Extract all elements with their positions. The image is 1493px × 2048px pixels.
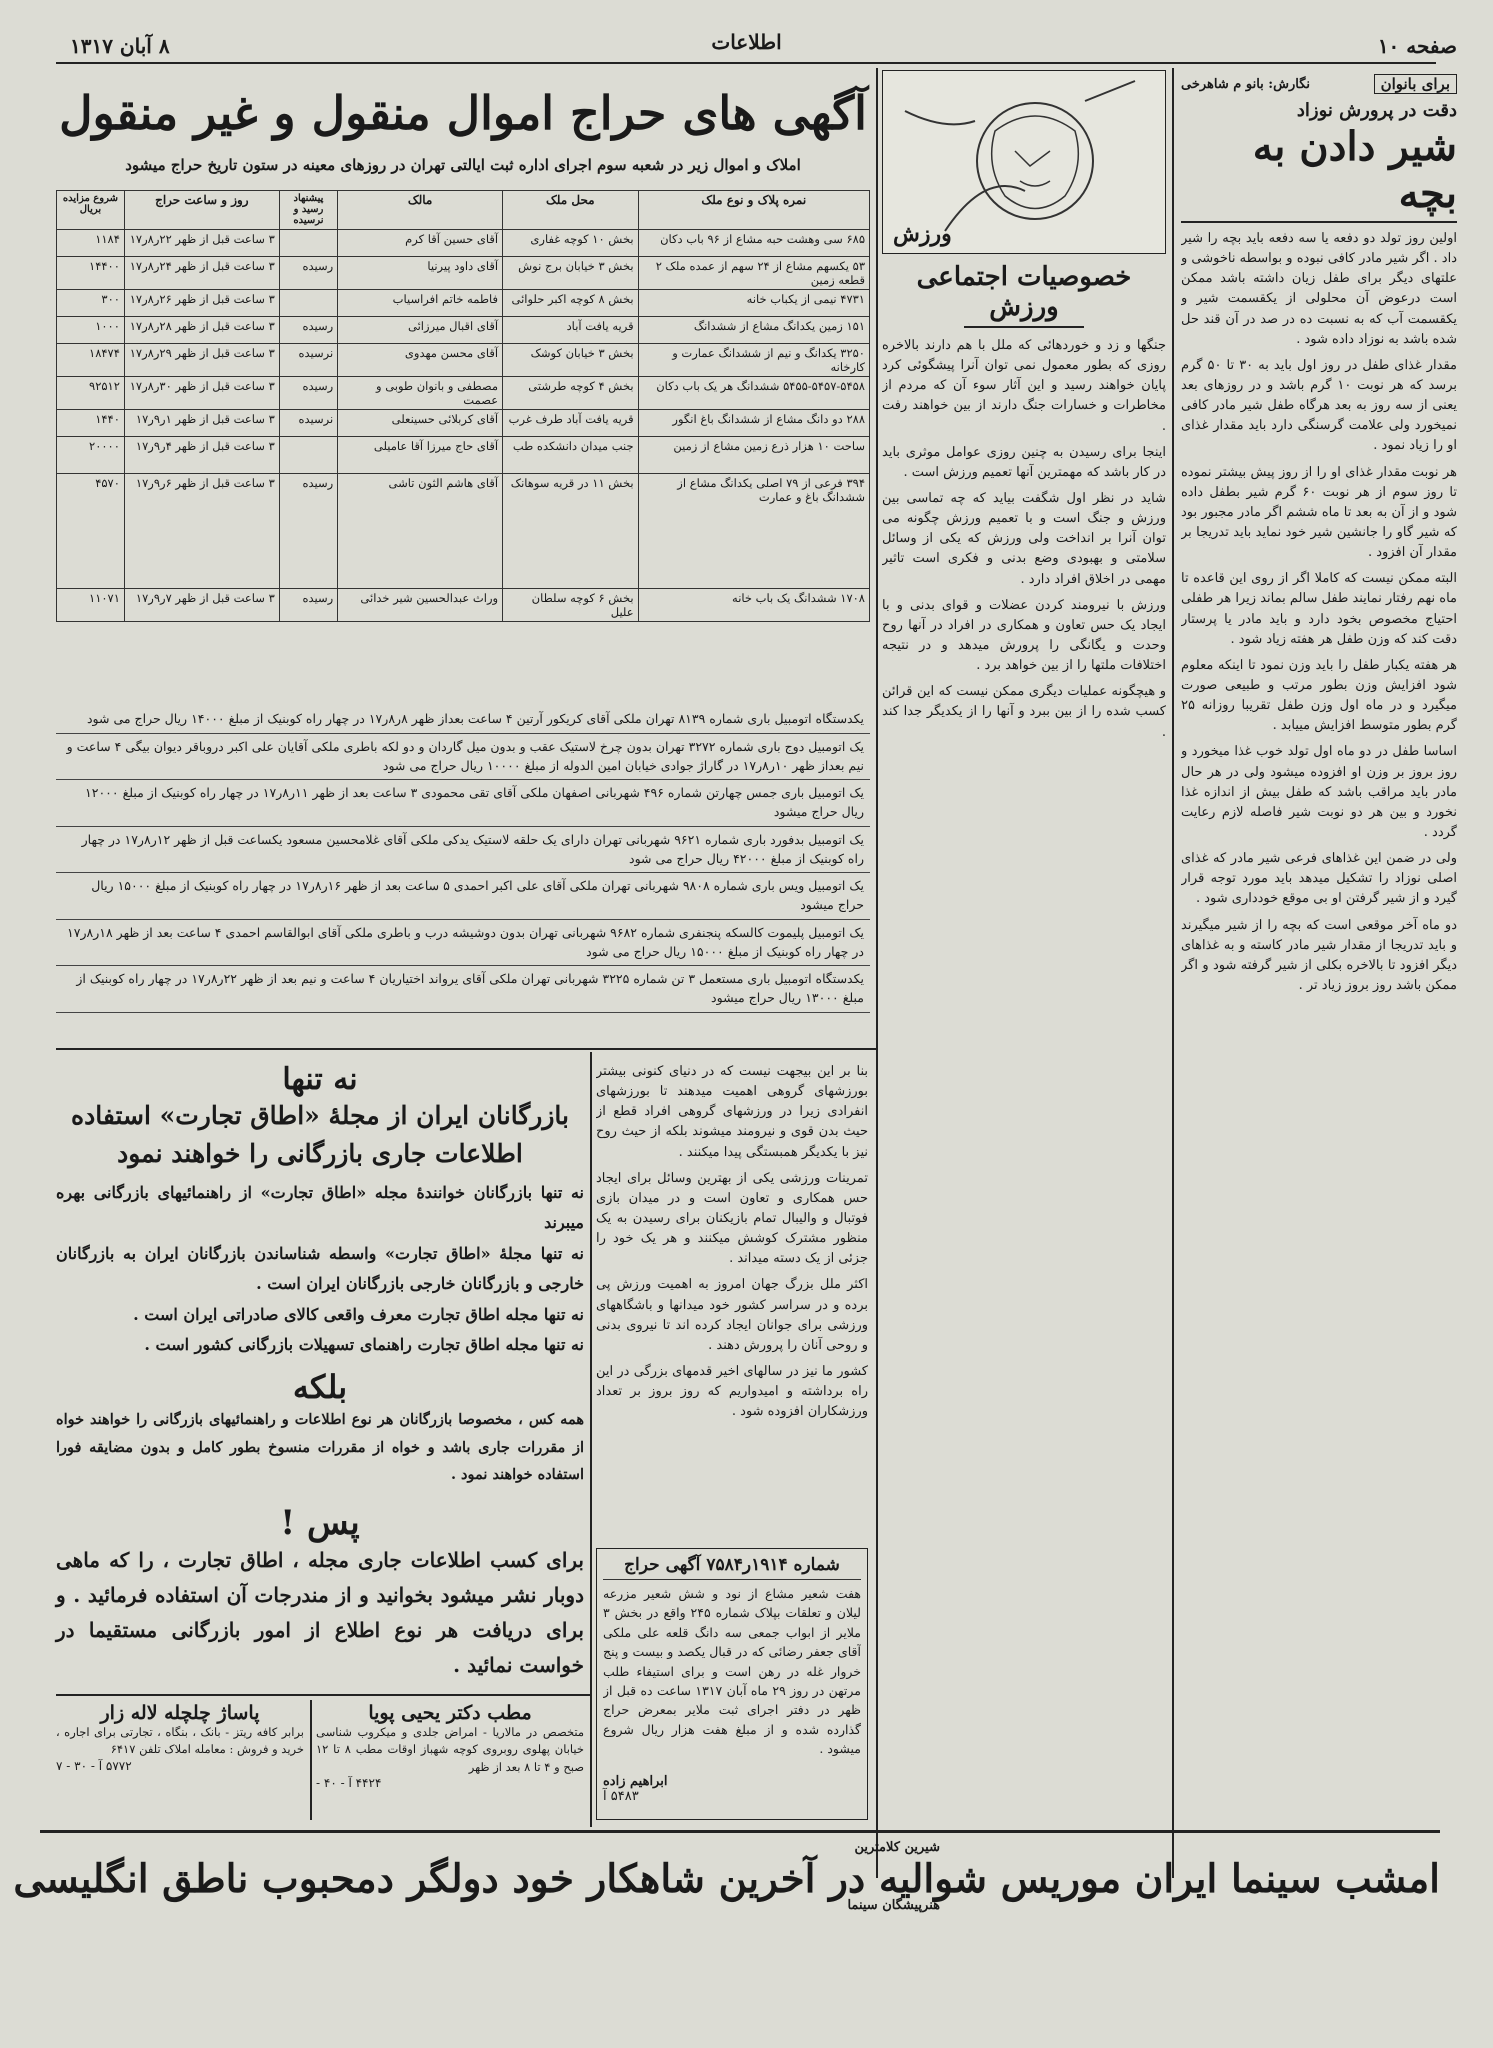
- vehicle-auction-item: یک اتومبیل پلیموت کالسکه پنجنفری شماره ۹۶۸۲ شهربانی تهران بدون دوشیشه درب و باطری ملکی آقای ابوالقاسم احمدی ۴ ساعت بعد از ظهر ۱۸ر۸ر۱۷ در چهار راه کوبنیک از مبلغ ۱۵۰۰۰ ریال حراج می شود: [56, 920, 870, 967]
- receipt-cell: [279, 230, 337, 257]
- col-location: محل ملک: [503, 191, 639, 230]
- auction-notice-box: [596, 1548, 868, 1820]
- receipt-cell: رسیده: [279, 474, 337, 589]
- vehicle-auction-item: یک اتومبیل ویس باری شماره ۹۸۰۸ شهربانی تهران ملکی آقای علی اکبر احمدی ۵ ساعت بعد از ظهر ۱۶ر۸ر۱۷ در چهار راه کوبنیک از مبلغ ۱۵۰۰۰ ریال حراج میشود: [56, 873, 870, 920]
- col-plate: نمره پلاک و نوع ملک: [638, 191, 869, 230]
- location-cell: بخش ۸ کوچه اکبر حلوائی: [503, 290, 639, 317]
- doctor-name: مطب دکتر یحیی پویا: [368, 1702, 532, 1724]
- receipt-cell: رسیده: [279, 377, 337, 410]
- auction-row: [57, 230, 870, 257]
- sport-lower-paragraph: بنا بر این بیجهت نیست که در دنیای کنونی بیشتر بورزشهای گروهی اهمیت میدهند تا بورزشهای انفرادی زیرا در ورزشهای گروهی افراد قطع از حیث بدن قوی و نیرومند میشوند بلکه از حیث روح نیز با یکدیگر همبستگی پیدا میکنند .: [596, 1064, 868, 1160]
- cinema-small-2: هنرپیشگان سینما: [847, 1898, 940, 1913]
- sport-continuation-a: [596, 1062, 868, 1542]
- sport-lower-paragraph: تمرینات ورزشی یکی از بهترین وسائل برای ایجاد حس همکاری و تعاون است و در میدان بازی فوتبال و والیبال تمام بازیکنان برای رسیدن به یک منظور مشترک کوشش میکنند و هر یک خود را جزئی از یک دسته میداند .: [596, 1170, 868, 1267]
- magazine-divider: [590, 1052, 592, 1827]
- plate-cell: ۵۴۵۵-۵۴۵۷-۵۴۵۸ ششدانگ هر یک باب دکان: [638, 377, 869, 410]
- vehicle-auctions: [56, 706, 870, 1013]
- women-paragraph: اساسا طفل در دو ماه اول تولد خوب غذا میخورد و روز بروز بر وزن او افزوده میشود ولی در هر حال مادر باید مراقب باشد که طفل بیش از اندازه غذا نخورد و بین هر دو نوبت شیر فاصله لازم رعایت گردد .: [1181, 744, 1457, 840]
- date-cell: ۳ ساعت قبل از ظهر ۳۰ر۸ر۱۷: [124, 377, 279, 410]
- location-cell: بخش ۳ خیابان کوشک: [503, 344, 639, 377]
- receipt-cell: رسیده: [279, 257, 337, 290]
- location-cell: بخش ۳ خیابان برج نوش: [503, 257, 639, 290]
- sport-lower-paragraph: کشور ما نیز در سالهای اخیر قدمهای بزرگی در این راه برداشته و امیدواریم که روز بروز بر تعداد ورزشکاران افزوده شود .: [596, 1363, 868, 1420]
- sport-paragraph: ورزش با نیرومند کردن عضلات و قوای بدنی و با ایجاد یک حس تعاون و همکاری در افراد در آنها روح وحدت و یگانگی را پرورش میدهد و در نتیجه اختلافات ملتها را از بین خواهد برد .: [882, 597, 1166, 674]
- auction-row: [57, 474, 870, 589]
- price-cell: ۱۱۸۴: [57, 230, 125, 257]
- owner-cell: آقای حسین آقا کرم: [338, 230, 503, 257]
- owner-cell: آقای کربلائی حسینعلی: [338, 410, 503, 437]
- owner-cell: آقای اقبال میرزائی: [338, 317, 503, 344]
- cinema-small-1: شیرین کلامترین: [854, 1840, 940, 1855]
- price-cell: ۴۵۷۰: [57, 474, 125, 589]
- women-paragraph: مقدار غذای طفل در روز اول باید به ۳۰ تا ۵۰ گرم برسد که هر نوبت ۱۰ گرم باشد و در روزهای بعد یعنی از سه روز به بعد هرگاه طفل شیر مادر کافی نمیخورد ولی علامت گرسنگی دارد باید مقدار غذای او را زیاد نمود .: [1181, 357, 1457, 454]
- women-kicker: دقت در پرورش نوزاد: [1296, 100, 1457, 121]
- price-cell: ۱۴۴۰: [57, 410, 125, 437]
- plate-cell: ۲۸۸ دو دانگ مشاع از ششدانگ باغ انگور: [638, 410, 869, 437]
- owner-cell: وراث عبدالحسین شیر خدائی: [338, 589, 503, 622]
- date-cell: ۳ ساعت قبل از ظهر ۱ر۹ر۱۷: [124, 410, 279, 437]
- magazine-point: نه تنها مجله اطاق تجارت راهنمای تسهیلات بازرگانی کشور است .: [144, 1334, 584, 1354]
- magazine-kicker: نه تنها: [282, 1062, 358, 1097]
- auction-table: [56, 190, 870, 622]
- owner-cell: آقای حاج میرزا آقا عامیلی: [338, 437, 503, 474]
- plate-cell: ۱۷۰۸ ششدانگ یک باب خانه: [638, 589, 869, 622]
- small-ads-divider: [310, 1700, 312, 1820]
- magazine-but-text: همه کس ، مخصوصا بازرگانان هر نوع اطلاعات و راهنمائیهای بازرگانی را خواهند خواه از مقررات جاری باشد و خواه از مقررات منسوخ بطور کامل و بدون مضایقه فورا استفاده خواهند نمود .: [56, 1411, 584, 1484]
- magazine-so: پس !: [280, 1502, 360, 1543]
- location-cell: بخش ۴ کوچه طرشتی: [503, 377, 639, 410]
- auction-row: [57, 317, 870, 344]
- women-paragraph: دو ماه آخر موقعی است که بچه را از شیر میگیرند و باید تدریجا از مقدار شیر مادر کاسته و به غذاهای دیگر افزود تا بالاخره بکلی از شیر گرفته شود و اگر ممکن باشد روز بروز زیاد تر .: [1181, 917, 1457, 993]
- col-owner: مالک: [338, 191, 503, 230]
- magazine-ad: [56, 1062, 584, 1683]
- magazine-headline-2: اطلاعات جاری بازرگانی را خواهند نمود: [117, 1138, 523, 1168]
- auction-bottom-rule: [56, 1048, 876, 1050]
- date-cell: ۳ ساعت قبل از ظهر ۴ر۹ر۱۷: [124, 437, 279, 474]
- sport-paragraph: جنگها و زد و خوردهائی که ملل با هم دارند بالاخره روزی که بطور معمول نمی توان آنرا پیشگوئی کرد پایان خواهند رسید و این آثار سوء آن که مردم از مخاطرات و خسارات جنگ دارند از بین خواهند رفت .: [882, 338, 1166, 434]
- women-paragraph: ولی در ضمن این غذاهای فرعی شیر مادر که غذای اصلی نوزاد را تشکیل میدهد باید مورد توجه قرار گیرد و از شیر گرفتن او بی موقع خودداری شود .: [1181, 851, 1457, 907]
- date-cell: ۳ ساعت قبل از ظهر ۲۸ر۸ر۱۷: [124, 317, 279, 344]
- women-section-label: برای بانوان: [1374, 74, 1457, 94]
- owner-cell: فاطمه خاتم افراسیاب: [338, 290, 503, 317]
- plate-cell: ساحت ۱۰ هزار ذرع زمین مشاع از زمین: [638, 437, 869, 474]
- auction-title: آگهی های حراج اموال منقول و غیر منقول: [59, 86, 867, 140]
- date-cell: ۳ ساعت قبل از ظهر ۶ر۹ر۱۷: [124, 474, 279, 589]
- col-receipt: پیشنهاد رسید و نرسیده: [279, 191, 337, 230]
- women-title: شیر دادن به بچه: [1252, 123, 1457, 217]
- sport-paragraph: اینجا برای رسیدن به چنین روزی عوامل موثری باید در کار باشد که مهمترین آنها تعمیم ورزش است .: [882, 444, 1166, 480]
- women-paragraph: هر نوبت مقدار غذای او را از روز پیش بیشتر نموده تا روز سوم از هر نوبت ۶۰ گرم شیر بطفل داده شود و از آن به بعد تا ماه ششم اگر مادر مجبور بود که شیر گاو را جانشین شیر خود نماید باید تدریجا بر مقدار آن افزود .: [1181, 464, 1457, 561]
- cinema-banner: [13, 1838, 1440, 1988]
- owner-cell: آقای داود پیرنیا: [338, 257, 503, 290]
- location-cell: قریه یافت آباد: [503, 317, 639, 344]
- women-column: [1181, 74, 1457, 1977]
- vehicle-auction-item: یکدستگاه اتومبیل باری شماره ۸۱۳۹ تهران ملکی آقای کریکور آرتین ۴ ساعت بعداز ظهر ۸ر۸ر۱۷ در چهار راه کوبنیک از مبلغ ۱۴۰۰۰ ریال حراج می شود: [56, 706, 870, 734]
- sport-divider: [876, 68, 878, 1878]
- auction-row: [57, 377, 870, 410]
- auction-row: [57, 437, 870, 474]
- auction-notice-body: هفت شعیر مشاع از نود و شش شعیر مزرعه لیلان و تعلقات بپلاک شماره ۲۴۵ واقع در بخش ۳ ملایر از ابواب جمعی سه دانگ قلعه علی ملکی آقای جعفر رضائی که در قبال یکصد و بیست و پنج خروار غله در رهن است و برای استیفاء طلب مرتهن در روز ۲۹ ماه آبان ۱۳۱۷ ساعت ده قبل از ظهر در دفتر اجرای ثبت ملایر بمعرض حراج گذارده شده و از مبلغ هفت هزار ریال شروع میشود .: [603, 1586, 861, 1756]
- vehicle-auction-item: یکدستگاه اتومبیل باری مستعمل ۳ تن شماره ۳۲۲۵ شهربانی تهران ملکی آقای یرواند اختیاریان ۴ ساعت و نیم بعد از ظهر ۲۲ر۸ر۱۷ در چهار راه کوبنیک از مبلغ ۱۳۰۰۰ ریال حراج میشود: [56, 966, 870, 1013]
- price-cell: ۱۴۴۰۰: [57, 257, 125, 290]
- auction-row: [57, 410, 870, 437]
- sport-paragraph: و هیچگونه عملیات دیگری ممکن نیست که این قرائن کسب شده را از بین ببرد و آنها را از یکدیگر جدا کند .: [882, 684, 1166, 740]
- location-cell: بخش ۱۰ کوچه غفاری: [503, 230, 639, 257]
- sport-column: [882, 70, 1166, 1606]
- page-number: صفحه ۱۰: [1377, 34, 1457, 58]
- plate-cell: ۱۵۱ زمین یکدانگ مشاع از ششدانگ: [638, 317, 869, 344]
- passage-text: برابر کافه ریتز - بانک ، بنگاه ، تجارتی برای اجاره ، خرید و فروش : معامله املاک تلفن ۶۴۱۷: [56, 1725, 304, 1757]
- price-cell: ۳۰۰: [57, 290, 125, 317]
- banner-top-rule: [40, 1830, 1440, 1833]
- plate-cell: ۳۲۵۰ یکدانگ و نیم از ششدانگ عمارت و کارخانه: [638, 344, 869, 377]
- owner-cell: آقای هاشم الثون تاشی: [338, 474, 503, 589]
- magazine-point: نه تنها مجلهٔ «اطاق تجارت» واسطه شناساندن بازرگانان ایران به بازرگانان خارجی و بازرگانان خارجی بازرگانان ایران است .: [56, 1243, 584, 1294]
- paper-name: اطلاعات: [711, 30, 782, 54]
- small-ads-rule: [56, 1694, 590, 1696]
- passage-name: پاساژ چلچله لاله زار: [100, 1702, 260, 1724]
- location-cell: قریه یافت آباد طرف غرب: [503, 410, 639, 437]
- women-paragraph: البته ممکن نیست که کاملا اگر از روی این قاعده تا ماه نهم رفتار نمایند طفل سالم بماند زیرا هر طفلی احتیاج مخصوص بخود دارد و باید مادر یا پرستار دقت کند که وزن طفل هر هفته زیاد شود .: [1181, 571, 1457, 647]
- sport-lower-paragraph: اکثر ملل بزرگ جهان امروز به اهمیت ورزش پی برده و در سراسر کشور خود میدانها و باشگاههای ورزشی برای جوانان ایجاد کرده اند تا نیروی بدنی و روحی آنان را پرورش دهند .: [596, 1277, 868, 1353]
- magazine-point: نه تنها بازرگانان خوانندهٔ مجله «اطاق تجارت» از راهنمائیهای بازرگانی بهره میبرند: [56, 1183, 585, 1233]
- price-cell: ۲۰۰۰۰: [57, 437, 125, 474]
- women-divider: [1172, 68, 1174, 1878]
- auction-notice-title: شماره ۱۹۱۴ر۷۵۸۴ آگهی حراج: [603, 1555, 861, 1580]
- sport-illustration-label: ورزش: [893, 221, 952, 247]
- magazine-closing: برای کسب اطلاعات جاری مجله ، اطاق تجارت ، را که ماهی دوبار نشر میشود بخوانید و از مندرجات آن استفاده فرمائید . و برای دریافت هر نوع اطلاع از امور بازرگانی مستقیما در خواست نمائید .: [56, 1547, 584, 1677]
- vehicle-auction-item: یک اتومبیل بدفورد باری شماره ۹۶۲۱ شهربانی تهران دارای یک حلقه لاستیک یدکی ملکی آقای غلامحسین مسعود یکساعت قبل از ظهر ۱۲ر۸ر۱۷ در چهار راه کوبنیک از مبلغ ۴۲۰۰۰ ریال حراج می شود: [56, 827, 870, 874]
- plate-cell: ۶۸۵ سی وهشت حبه مشاع از ۹۶ باب دکان: [638, 230, 869, 257]
- sport-illustration: [882, 70, 1166, 254]
- location-cell: بخش ۱۱ در قریه سوهانک: [503, 474, 639, 589]
- sport-paragraph: شاید در نظر اول شگفت بیاید که چه تماسی بین ورزش و جنگ است و با تعمیم ورزش چگونه می توان آنرا بر انداخت ولی ورزش که یکی از وسائل سلامتی و بهبودی وضع بدنی و فکری است تاثیر مهمی در اخلاق افراد دارد .: [882, 490, 1166, 587]
- price-cell: ۹۲۵۱۲: [57, 377, 125, 410]
- auction-row: [57, 290, 870, 317]
- magazine-but: بلکه: [292, 1368, 348, 1407]
- owner-cell: مصطفی و بانوان طوبی و عصمت: [338, 377, 503, 410]
- doctor-text: متخصص در مالاریا - امراض جلدی و میکروب شناسی خیابان پهلوی روبروی کوچه شهباز اوقات مطب ۸ تا ۱۲ صبح و ۴ تا ۸ بعد از ظهر: [316, 1725, 584, 1774]
- date-cell: ۳ ساعت قبل از ظهر ۲۲ر۸ر۱۷: [124, 230, 279, 257]
- auction-notice-code: ۵۴۸۳ آ: [603, 1789, 639, 1804]
- receipt-cell: نرسیده: [279, 344, 337, 377]
- doctor-code: ۴۴۲۴ آ - ۴۰ -: [316, 1775, 382, 1790]
- location-cell: جنب میدان دانشکده طب: [503, 437, 639, 474]
- receipt-cell: [279, 290, 337, 317]
- date-cell: ۳ ساعت قبل از ظهر ۲۹ر۸ر۱۷: [124, 344, 279, 377]
- cinema-text: امشب سینما ایران موریس شوالیه در آخرین شاهکار خود دولگر دمحبوب ناطق انگلیسی: [13, 1856, 1440, 1902]
- auction-row: [57, 257, 870, 290]
- price-cell: ۱۰۰۰: [57, 317, 125, 344]
- magazine-point: نه تنها مجله اطاق تجارت معرف واقعی کالای صادراتی ایران است .: [133, 1304, 584, 1324]
- date-cell: ۳ ساعت قبل از ظهر ۲۴ر۸ر۱۷: [124, 257, 279, 290]
- receipt-cell: [279, 437, 337, 474]
- vehicle-auction-item: یک اتومبیل باری جمس چهارتن شماره ۴۹۶ شهربانی اصفهان ملکی آقای تقی محمودی ۳ ساعت بعد از ظهر ۱۱ر۸ر۱۷ در چهار راه کوبنیک از مبلغ ۱۲۰۰۰ ریال حراج میشود: [56, 780, 870, 827]
- location-cell: بخش ۶ کوچه سلطان علیل: [503, 589, 639, 622]
- passage-ad: [56, 1702, 304, 1773]
- col-date: روز و ساعت حراج: [124, 191, 279, 230]
- auction-notice-signature: ابراهیم زاده: [603, 1774, 668, 1789]
- price-cell: ۱۸۴۷۴: [57, 344, 125, 377]
- passage-code: ۵۷۷۲ آ - ۳۰ - ۷: [56, 1758, 132, 1773]
- receipt-cell: رسیده: [279, 317, 337, 344]
- auction-table-header: [57, 191, 870, 230]
- receipt-cell: نرسیده: [279, 410, 337, 437]
- vehicle-auction-item: یک اتومبیل دوج باری شماره ۳۲۷۲ تهران بدون چرخ لاستیک عقب و بدون میل گاردان و دو لکه باطری ملکی آقایان علی اکبر دروباقر دیوان بیگی ۴ ساعت و نیم بعداز ظهر ۱۰ر۸ر۱۷ در گاراژ جوادی خیابان امین الدوله از مبلغ ۱۰۰۰۰ ریال حراج می شود: [56, 734, 870, 781]
- date-cell: ۳ ساعت قبل از ظهر ۲۶ر۸ر۱۷: [124, 290, 279, 317]
- women-title-rule: [1181, 221, 1457, 223]
- auction-row: [57, 589, 870, 622]
- receipt-cell: رسیده: [279, 589, 337, 622]
- plate-cell: ۳۹۴ فرعی از ۷۹ اصلی یکدانگ مشاع از ششدانگ باغ و عمارت: [638, 474, 869, 589]
- owner-cell: آقای محسن مهدوی: [338, 344, 503, 377]
- magazine-headline-1: بازرگانان ایران از مجلهٔ «اطاق تجارت» استفاده: [71, 1101, 569, 1130]
- sport-title-rule: [964, 326, 1084, 328]
- price-cell: ۱۱۰۷۱: [57, 589, 125, 622]
- doctor-ad: [316, 1702, 584, 1790]
- auction-row: [57, 344, 870, 377]
- plate-cell: ۵۳ یکسهم مشاع از ۲۴ سهم از عمده ملک ۲ قطعه زمین: [638, 257, 869, 290]
- plate-cell: ۴۷۳۱ نیمی از یکباب خانه: [638, 290, 869, 317]
- col-price: شروع مزایده بریال: [57, 191, 125, 230]
- women-author: نگارش: بانو م شاهرخی: [1181, 76, 1310, 92]
- women-paragraph: هر هفته یکبار طفل را باید وزن نمود تا اینکه معلوم شود افزایش وزن بطور مرتب و طبیعی صورت میگیرد و در ماه اول وزن طفل تقریبا روزانه ۲۵ گرم بطور متوسط افزایش مییابد .: [1181, 657, 1457, 734]
- women-paragraph: اولین روز تولد دو دفعه یا سه دفعه باید بچه را شیر داد . اگر شیر مادر کافی نبوده و بواسطه ناخوشی و علتهای دیگر برای طفل زیان داشته باشد ممکن است درعوض آن محلولی از یکقسمت شیر و یکقسمت آب که به نسبت ده در صد در آن قند حل شده باشد به نوزاد داده شود .: [1181, 231, 1457, 347]
- sport-title: خصوصیات اجتماعی ورزش: [916, 262, 1132, 322]
- page-date: ۸ آبان ۱۳۱۷: [70, 34, 170, 58]
- header-rule: [56, 62, 1436, 64]
- auction-subtitle: املاک و اموال زیر در شعبه سوم اجرای اداره ثبت ایالتی تهران در روزهای معینه در ستون تاریخ حراج میشود: [125, 156, 801, 174]
- date-cell: ۳ ساعت قبل از ظهر ۷ر۹ر۱۷: [124, 589, 279, 622]
